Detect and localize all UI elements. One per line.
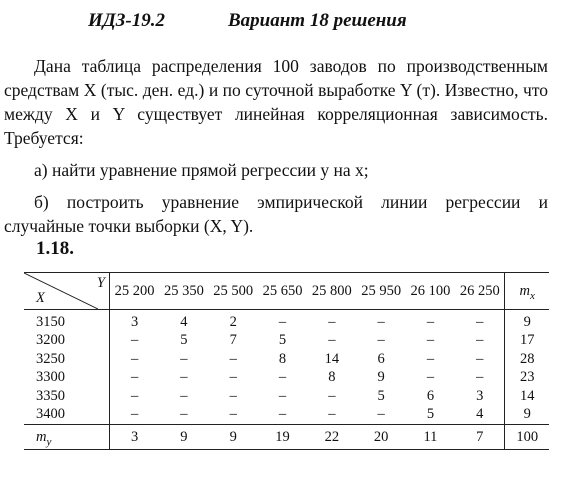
table-footer-row: [24, 425, 549, 450]
x-value-cell: 3200: [24, 332, 109, 351]
my-value-cell: 22: [307, 425, 356, 450]
y-header-cell: 25 950: [356, 273, 405, 310]
frequency-cell: 5: [278, 332, 287, 349]
frequency-cell: –: [476, 332, 484, 349]
frequency-cell: –: [328, 387, 336, 404]
mx-value-cell: 9: [505, 406, 549, 425]
table-row: [24, 369, 549, 388]
mx-value-cell: 9: [505, 310, 549, 332]
y-header-cell: 25 200: [109, 273, 159, 310]
y-header-cell: 26 250: [455, 273, 505, 310]
mx-value-cell: 17: [505, 332, 549, 351]
frequency-cell: –: [426, 350, 435, 367]
frequency-cell: –: [180, 350, 188, 367]
mx-label: m: [519, 282, 530, 299]
frequency-cell: 6: [426, 387, 435, 404]
my-value-cell: 9: [159, 425, 208, 450]
task-item-a: а) найти уравнение прямой регрессии y на x;: [34, 160, 369, 180]
header: [0, 10, 585, 34]
frequency-cell: 3: [130, 313, 139, 330]
frequency-cell: 6: [377, 350, 385, 367]
table-row: [24, 406, 549, 425]
y-header-cell: 26 100: [406, 273, 455, 310]
frequency-cell: –: [328, 332, 336, 349]
y-header-cell: 25 350: [159, 273, 208, 310]
frequency-cell: –: [229, 369, 237, 386]
frequency-cell: –: [426, 332, 435, 349]
frequency-cell: –: [377, 406, 385, 423]
x-value-cell: 3250: [24, 350, 109, 369]
frequency-cell: 5: [426, 406, 435, 423]
frequency-cell: –: [377, 332, 385, 349]
table-row: [24, 350, 549, 369]
x-value-cell: 3150: [24, 310, 109, 332]
corner-x-label: X: [36, 290, 45, 306]
task-intro: Дана таблица распределения 100 заводов по производственным средствам X (тыс. ден. ед.) и по суточной выработке Y (т). Известно, что между X и Y существует линейная корреляционная зависимость. Требуется:: [4, 56, 548, 148]
frequency-cell: –: [130, 350, 139, 367]
frequency-cell: 4: [476, 406, 484, 423]
frequency-cell: –: [426, 313, 435, 330]
frequency-cell: 5: [377, 387, 385, 404]
x-value-cell: 3400: [24, 406, 109, 425]
frequency-cell: –: [328, 406, 336, 423]
frequency-cell: –: [180, 369, 188, 386]
frequency-cell: –: [476, 313, 484, 330]
mx-value-cell: 14: [505, 387, 549, 406]
x-value-cell: 3350: [24, 387, 109, 406]
frequency-cell: –: [278, 313, 287, 330]
mx-value-cell: 28: [505, 350, 549, 369]
total-cell: 100: [505, 425, 549, 450]
my-label-cell: [24, 425, 109, 450]
frequency-cell: –: [278, 369, 287, 386]
task-item-b: б) построить уравнение эмпирической линии регрессии и случайные точки выборки (X, Y).: [4, 192, 548, 236]
frequency-cell: –: [130, 369, 139, 386]
my-value-cell: 9: [209, 425, 258, 450]
frequency-cell: 8: [328, 369, 336, 386]
x-value-cell: 3300: [24, 369, 109, 388]
mx-header-cell: [505, 273, 549, 310]
frequency-cell: –: [180, 387, 188, 404]
frequency-cell: 9: [377, 369, 385, 386]
frequency-cell: –: [328, 313, 336, 330]
frequency-cell: 7: [229, 332, 237, 349]
table-row: [24, 387, 549, 406]
my-value-cell: 20: [356, 425, 405, 450]
my-label: m: [36, 428, 47, 445]
frequency-cell: –: [229, 350, 237, 367]
my-value-cell: 11: [406, 425, 455, 450]
frequency-cell: –: [377, 313, 385, 330]
frequency-cell: –: [476, 350, 484, 367]
table-row: [24, 310, 549, 332]
my-value-cell: 3: [109, 425, 159, 450]
corner-cell: [24, 273, 109, 310]
frequency-cell: 2: [229, 313, 237, 330]
frequency-cell: 8: [278, 350, 287, 367]
frequency-cell: 3: [476, 387, 484, 404]
frequency-cell: 4: [180, 313, 188, 330]
frequency-cell: –: [229, 387, 237, 404]
idz-label: ИДЗ-19.2: [88, 10, 166, 31]
table-row: [24, 332, 549, 351]
correlation-table: [24, 272, 549, 450]
frequency-cell: –: [476, 369, 484, 386]
frequency-cell: –: [130, 406, 139, 423]
frequency-cell: –: [426, 369, 435, 386]
problem-number: 1.18.: [36, 238, 74, 259]
corner-y-label: Y: [96, 275, 105, 291]
mx-subscript: x: [530, 289, 535, 302]
y-header-cell: 25 500: [209, 273, 258, 310]
y-header-cell: 25 650: [258, 273, 307, 310]
my-subscript: y: [46, 435, 52, 448]
my-value-cell: 19: [258, 425, 307, 450]
frequency-cell: 5: [180, 332, 188, 349]
task-text: [4, 54, 548, 238]
frequency-cell: 14: [324, 350, 340, 367]
frequency-cell: –: [130, 332, 139, 349]
my-value-cell: 7: [455, 425, 505, 450]
frequency-cell: –: [278, 387, 287, 404]
variant-label: Вариант 18 решения: [228, 10, 407, 31]
frequency-cell: –: [278, 406, 287, 423]
y-header-cell: 25 800: [307, 273, 356, 310]
table-header-row: [24, 273, 549, 310]
mx-value-cell: 23: [505, 369, 549, 388]
frequency-cell: –: [229, 406, 237, 423]
frequency-cell: –: [130, 387, 139, 404]
frequency-cell: –: [180, 406, 188, 423]
